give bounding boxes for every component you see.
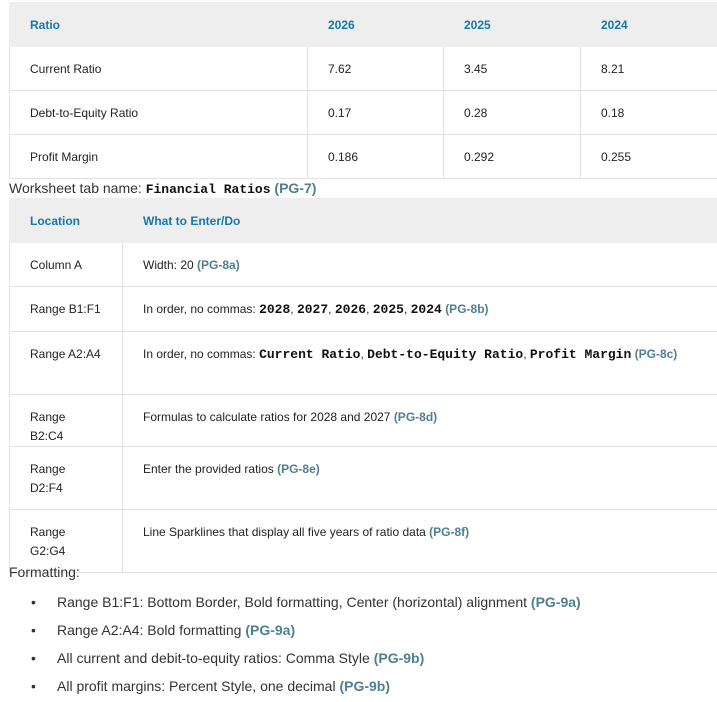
table-row: [10, 447, 717, 510]
worksheet-name: Financial Ratios: [145, 182, 271, 197]
row-label-value: Current Ratio: [259, 347, 361, 362]
location-cell: Range B2:C4: [10, 395, 123, 447]
instruction-cell: [123, 243, 717, 287]
list-item-text: All current and debit-to-equity ratios: Comma Style: [57, 650, 374, 666]
location-cell: Range A2:A4: [10, 332, 123, 395]
worksheet-tab-name-line: [9, 180, 316, 197]
reference-code: (PG-8c): [634, 347, 678, 361]
ratio-value-cell: 3.45: [444, 47, 581, 91]
instruction-text: Formulas to calculate ratios for 2028 and 2027: [143, 410, 394, 424]
table-row: [10, 47, 717, 91]
instruction-cell: [123, 395, 717, 447]
reference-code: (PG-8f): [429, 525, 470, 539]
ratio-value-cell: 0.255: [581, 135, 717, 179]
ratio-value-cell: 0.186: [308, 135, 444, 179]
ratio-name-cell: Profit Margin: [10, 135, 308, 179]
reference-code: (PG-9b): [373, 650, 425, 666]
worksheet-label: Worksheet tab name:: [9, 180, 146, 196]
instruction-cell: [123, 510, 717, 573]
instructions-header-location: Location: [10, 199, 123, 243]
instruction-cell: In order, no commas: 2028, 2027, 2026, 2025, 2024 (PG-8b): [123, 287, 717, 332]
ratios-header-2024: 2024: [581, 3, 717, 47]
table-row: [10, 332, 717, 395]
table-row: [10, 135, 717, 179]
reference-code: (PG-9a): [245, 622, 296, 638]
ratio-name-cell: Current Ratio: [10, 47, 308, 91]
list-item: [9, 672, 709, 700]
table-row: [10, 243, 717, 287]
year-value: 2028: [259, 302, 291, 317]
ratio-value-cell: 0.17: [308, 91, 444, 135]
ratio-name-cell: Debt-to-Equity Ratio: [10, 91, 308, 135]
instruction-text: Enter the provided ratios: [143, 462, 278, 476]
formatting-list: [9, 588, 709, 700]
list-item-text: Range A2:A4: Bold formatting: [57, 622, 246, 638]
ratios-header-2026: 2026: [308, 3, 444, 47]
reference-code: (PG-7): [274, 180, 317, 196]
year-value: 2024: [410, 302, 442, 317]
ratio-value-cell: 0.18: [581, 91, 717, 135]
year-value: 2027: [296, 302, 329, 317]
ratios-header-ratio: Ratio: [10, 3, 308, 47]
instructions-table: [9, 198, 717, 573]
list-item-text: All profit margins: Percent Style, one decimal: [57, 678, 340, 694]
table-row: [10, 395, 717, 447]
reference-code: (PG-9b): [339, 678, 391, 694]
location-cell: Range B1:F1: [10, 287, 123, 332]
list-item: [9, 644, 709, 672]
row-label-value: Debt-to-Equity Ratio: [367, 347, 524, 362]
table-row: [10, 91, 717, 135]
year-value: 2025: [372, 302, 404, 317]
reference-code: (PG-8d): [393, 410, 438, 424]
reference-code: (PG-8a): [197, 258, 240, 272]
location-cell: Column A: [10, 243, 123, 287]
year-value: 2026: [334, 302, 367, 317]
list-item-text: Range B1:F1: Bottom Border, Bold formatting, Center (horizontal) alignment: [57, 594, 531, 610]
instruction-text: Width: 20: [143, 258, 198, 272]
ratio-value-cell: 8.21: [581, 47, 717, 91]
instruction-text: In order, no commas:: [143, 302, 260, 316]
instruction-cell: [123, 447, 717, 510]
table-row: [10, 287, 717, 332]
instructions-header-what: What to Enter/Do: [123, 199, 717, 243]
ratio-value-cell: 0.28: [444, 91, 581, 135]
ratios-header-2025: 2025: [444, 3, 581, 47]
instruction-cell: In order, no commas: Current Ratio, Debt-to-Equity Ratio, Profit Margin (PG-8c): [123, 332, 717, 395]
list-item: [9, 588, 709, 616]
list-item: [9, 616, 709, 644]
reference-code: (PG-8e): [277, 462, 320, 476]
ratios-table: [9, 2, 717, 179]
ratio-value-cell: 0.292: [444, 135, 581, 179]
reference-code: (PG-8b): [445, 302, 489, 316]
instruction-text: Line Sparklines that display all five years of ratio data: [143, 525, 430, 539]
location-cell: Range G2:G4: [10, 510, 123, 573]
reference-code: (PG-9a): [530, 594, 581, 610]
table-row: [10, 510, 717, 573]
formatting-label: Formatting:: [9, 564, 80, 580]
row-label-value: Profit Margin: [529, 347, 632, 362]
ratios-header-row: [10, 3, 717, 47]
instructions-header-row: [10, 199, 717, 243]
ratio-value-cell: 7.62: [308, 47, 444, 91]
location-cell: Range D2:F4: [10, 447, 123, 510]
instruction-text: In order, no commas:: [143, 347, 260, 361]
